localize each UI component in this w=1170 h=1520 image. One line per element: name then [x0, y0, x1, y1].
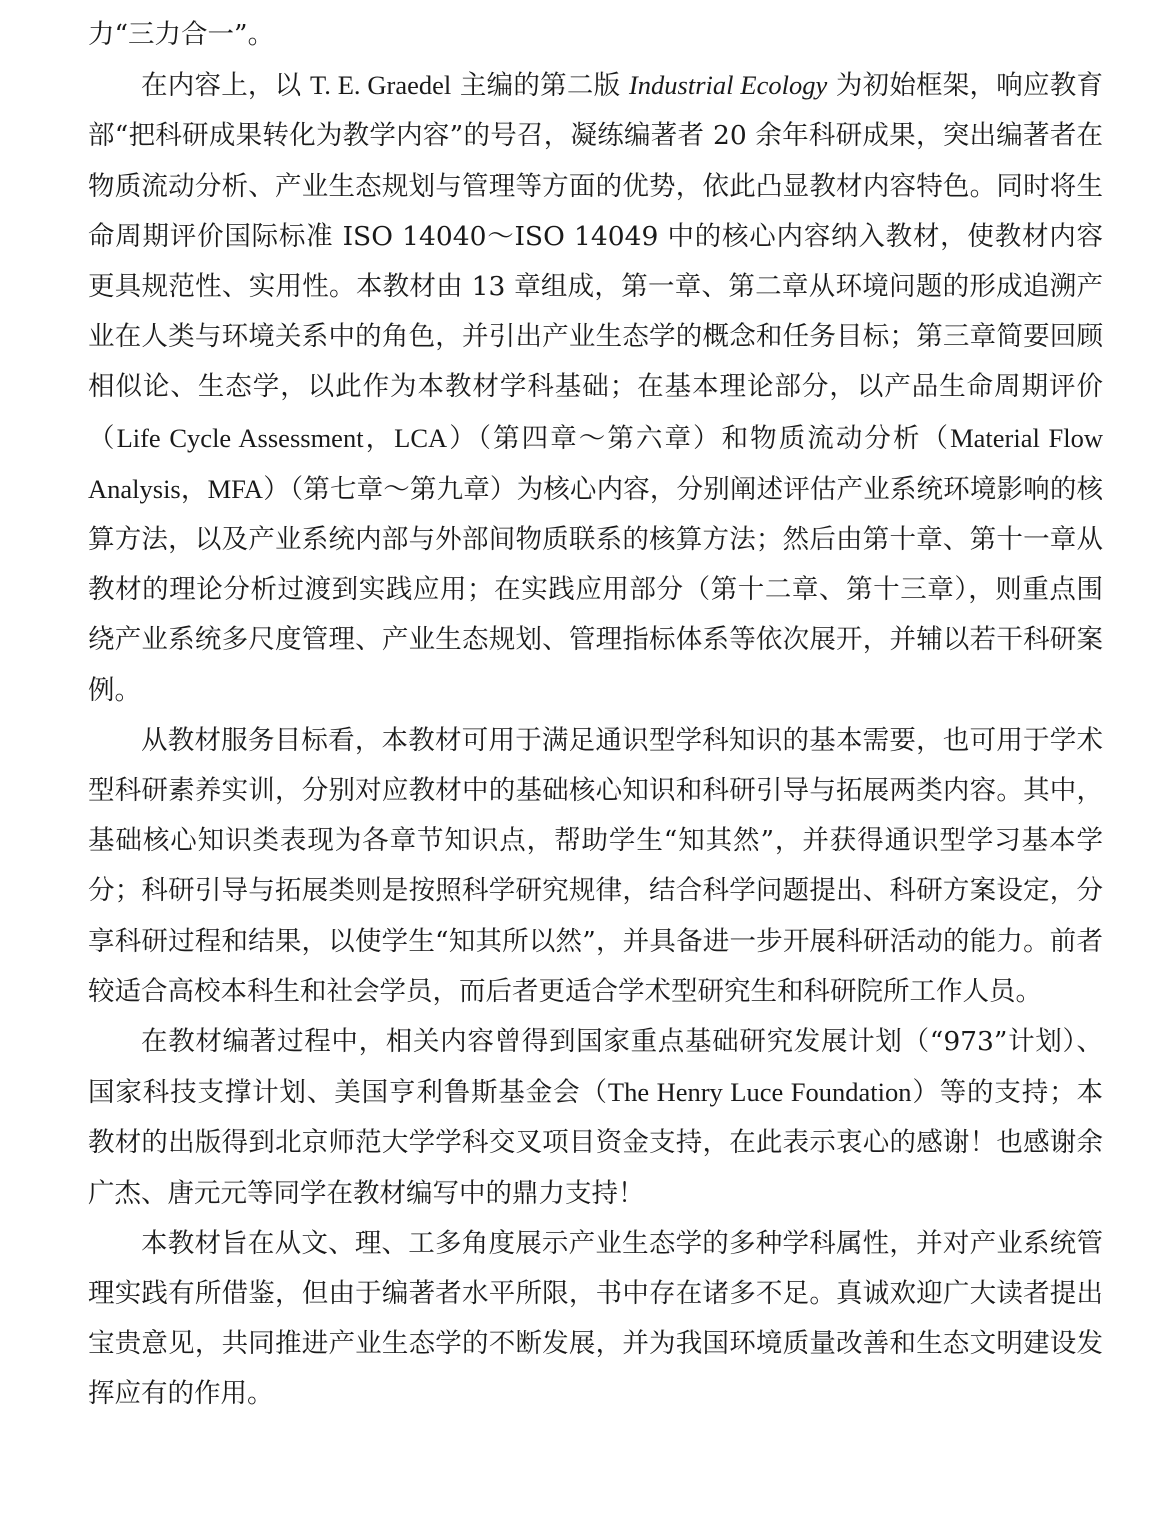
paragraph-4-segment: ）等的支持；本教材的出版得到北京师范大学学科交叉项目资金支持，在此表示衷心的感谢！也感谢余广杰、唐元元等同学在教材编写中的鼎力支持！ — [88, 1077, 1104, 1209]
paragraph-1 — [88, 10, 1103, 60]
paragraph-1-segment: 力“三力合一”。 — [88, 19, 275, 50]
paragraph-2-segment: ）（第七章～第九章）为核心内容，分别阐述评估产业系统环境影响的核算方法，以及产业系统内部与外部间物质联系的核算方法；然后由第十章、第十一章从教材的理论分析过渡到实践应用；在实践应用部分（第十二章、第十三章），则重点围绕产业系统多尺度管理、产业生态规划、管理指标体系等依次展开，并辅以若干科研案例。 — [88, 473, 1103, 706]
paragraph-4-segment: The Henry Luce Foundation — [607, 1077, 912, 1108]
paragraph-2 — [88, 60, 1103, 716]
paragraph-4 — [88, 1017, 1103, 1219]
paragraph-5-segment: 本教材旨在从文、理、工多角度展示产业生态学的多种学科属性，并对产业系统管理实践有所借鉴，但由于编著者水平所限，书中存在诸多不足。真诚欢迎广大读者提出宝贵意见，共同推进产业生态学的不断发展，并为我国环境质量改善和生态文明建设发挥应有的作用。 — [88, 1227, 1103, 1410]
paragraph-2-segment: Material Flow Analysis，MFA — [88, 422, 1104, 504]
paragraph-3-segment: 从教材服务目标看，本教材可用于满足通识型学科知识的基本需要，也可用于学术型科研素养实训，分别对应教材中的基础核心知识和科研引导与拓展两类内容。其中，基础核心知识类表现为各章节知识点，帮助学生“知其然”，并获得通识型学习基本学分；科研引导与拓展类则是按照科学研究规律，结合科学问题提出、科研方案设定，分享科研过程和结果，以使学生“知其所以然”，并具备进一步开展科研活动的能力。前者较适合高校本科生和社会学员，而后者更适合学术型研究生和科研院所工作人员。 — [88, 724, 1103, 1007]
paragraph-4-segment: 在教材编著过程中，相关内容曾得到国家重点基础研究发展计划（“973”计划）、国家科技支撑计划、美国亨利鲁斯基金会（ — [88, 1026, 1103, 1109]
paragraph-2-segment: T. E. Graedel — [310, 70, 452, 101]
paragraph-5 — [88, 1219, 1103, 1420]
paragraph-2-segment: ）（第四章～第六章）和物质流动分析（ — [447, 422, 951, 454]
paragraph-2-segment: Industrial Ecology — [628, 70, 828, 101]
paragraph-2-segment: 为初始框架，响应教育部“把科研成果转化为教学内容”的号召，凝练编著者 20 余年科研成果，突出编著者在物质流动分析、产业生态规划与管理等方面的优势，依此凸显教材内容特色。同时将生命周期评价国际标准 ISO 14040～ISO 14049 中的核心内容纳入教材，使教材内容更具规范性、实用性。本教材由 13 章组成，第一章、第二章从环境问题的形成追溯产业在人类与环境关系中的角色，并引出产业生态学的概念和任务目标；第三章简要回顾相似论、生态学，以此作为本教材学科基础；在基本理论部分，以产品生命周期评价（ — [88, 70, 1103, 454]
paragraph-2-segment: 主编的第二版 — [451, 70, 629, 102]
paragraph-3 — [88, 716, 1103, 1017]
document-page — [88, 10, 1103, 1420]
paragraph-2-segment: 在内容上，以 — [141, 70, 311, 102]
paragraph-2-segment: Life Cycle Assessment，LCA — [116, 422, 448, 453]
